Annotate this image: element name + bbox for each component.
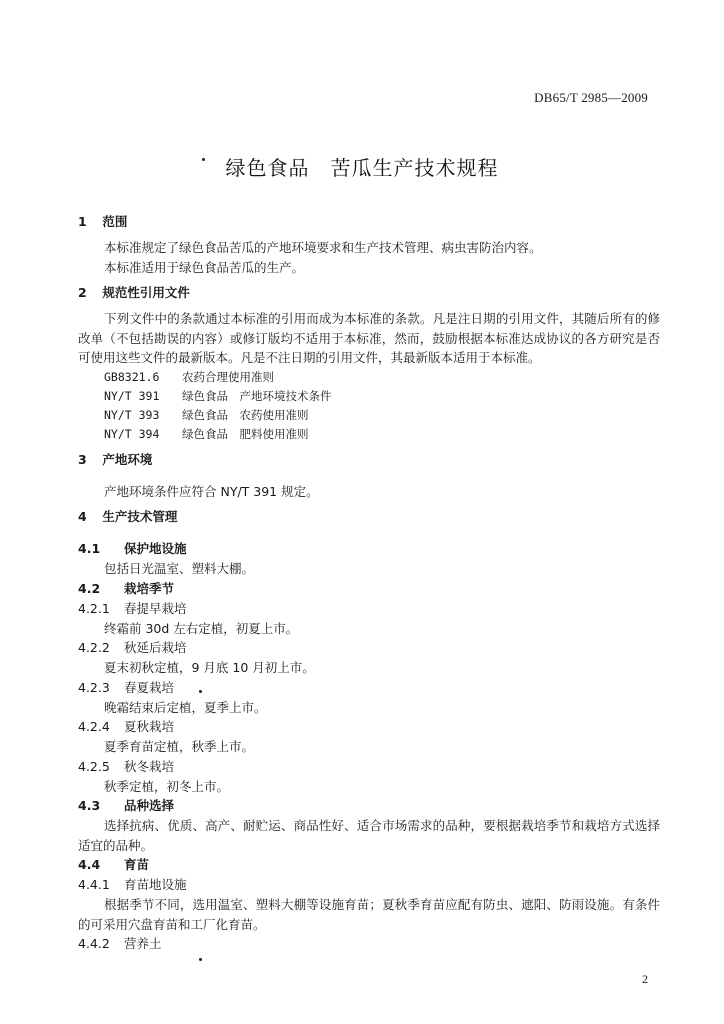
clause-heading: 秋延后栽培 [124,640,187,655]
clause-number: 4.4 [78,857,101,872]
clause-number: 2 [78,285,87,300]
scan-speck [199,958,202,961]
subclause-4-4 [78,855,660,875]
section-3-heading [78,450,660,470]
reference-code: NY/T 393 [104,407,160,422]
clause-number: 4.2.3 [78,679,110,695]
clause-heading: 春提早栽培 [124,600,187,616]
subclause-4-3-para: 选择抗病、优质、高产、耐贮运、商品性好、适合市场需求的品种，要根据栽培季节和栽培方式选择适宜的品种。 [78,818,660,853]
page-number: 2 [642,972,648,986]
clause-number: 4.2.1 [78,600,110,616]
clause-number: 4.1 [78,541,101,556]
clause-heading: 规范性引用文件 [102,285,190,300]
clause-heading: 范围 [102,214,128,229]
clause-heading: 春夏栽培 [124,679,175,695]
clause-heading: 品种选择 [124,798,175,813]
clause-heading: 生产技术管理 [102,509,178,524]
subclause-4-2-5-para: 秋季定植，初冬上市。 [104,778,230,794]
subclause-4-2 [78,579,660,599]
clause-heading: 夏秋栽培 [124,719,175,734]
clause-heading: 产地环境 [102,451,153,467]
reference-code: GB8321.6 [104,369,160,384]
subclause-4-4-1-para: 根据季节不同，选用温室、塑料大棚等设施育苗；夏秋季育苗应配有防虫、遮阳、防雨设施。有条件的可采用穴盘育苗和工厂化育苗。 [78,897,660,932]
reference-name: 绿色食品 产地环境技术条件 [182,388,332,403]
clause-number: 4 [78,509,87,524]
clause-number: 4.2 [78,580,101,596]
clause-heading: 育苗 [124,857,150,872]
clause-number: 4.2.2 [78,640,110,655]
reference-name: 农药合理使用准则 [182,369,274,384]
document-body [78,212,660,954]
subclause-4-3 [78,796,660,816]
subclause-4-2-3-para: 晚霜结束后定植，夏季上市。 [104,699,267,715]
subclause-4-2-1-para: 终霜前 30d 左右定植，初夏上市。 [104,620,299,636]
document-title: 绿色食品 苦瓜生产技术规程 [225,156,499,180]
clause-heading: 营养土 [124,936,162,951]
subclause-4-4-2 [78,934,660,954]
document-code: DB65/T 2985—2009 [534,90,648,105]
subclause-4-2-4-para: 夏季育苗定植，秋季上市。 [104,739,255,754]
reference-item [78,425,660,444]
subclause-4-1-para: 包括日光温室、塑料大棚。 [104,561,255,576]
section-4-heading [78,507,660,527]
reference-code: NY/T 391 [104,388,160,403]
subclause-4-2-5 [78,757,660,777]
subclause-4-2-3 [78,678,660,698]
clause-number: 4.2.4 [78,719,110,734]
clause-heading: 保护地设施 [124,541,187,556]
subclause-4-2-2 [78,638,660,658]
section-3-para-1: 产地环境条件应符合 NY/T 391 规定。 [104,483,319,499]
reference-item [78,368,660,387]
section-2-heading [78,283,660,303]
reference-item [78,387,660,406]
clause-heading: 育苗地设施 [124,877,187,892]
section-1-para-1: 本标准规定了绿色食品苦瓜的产地环境要求和生产技术管理、病虫害防治内容。 [104,240,542,255]
subclause-4-2-1 [78,599,660,619]
subclause-4-2-2-para: 夏末初秋定植，9 月底 10 月初上市。 [104,660,315,675]
reference-name: 绿色食品 农药使用准则 [182,407,309,422]
section-1-para-2: 本标准适用于绿色食品苦瓜的生产。 [104,259,305,275]
subclause-4-2-4 [78,717,660,737]
reference-code: NY/T 394 [104,426,160,441]
subclause-4-4-1 [78,875,660,895]
reference-item [78,406,660,425]
section-1-heading [78,212,660,232]
section-2-para-1: 下列文件中的条款通过本标准的引用而成为本标准的条款。凡是注日期的引用文件，其随后所有的修改单（不包括勘误的内容）或修订版均不适用于本标准，然而，鼓励根据本标准达成协议的各方研究是否可使用这些文件的最新版本。凡是不注日期的引用文件，其最新版本适用于本标准。 [78,311,660,365]
clause-number: 4.4.2 [78,936,110,951]
clause-number: 4.2.5 [78,758,110,774]
scan-speck [199,690,202,693]
clause-number: 4.3 [78,798,101,813]
clause-heading: 栽培季节 [124,580,175,596]
reference-name: 绿色食品 肥料使用准则 [182,426,309,441]
clause-number: 1 [78,214,87,229]
clause-number: 3 [78,451,87,467]
scan-speck [202,158,205,161]
subclause-4-1 [78,539,660,559]
clause-number: 4.4.1 [78,877,110,892]
clause-heading: 秋冬栽培 [124,758,175,774]
